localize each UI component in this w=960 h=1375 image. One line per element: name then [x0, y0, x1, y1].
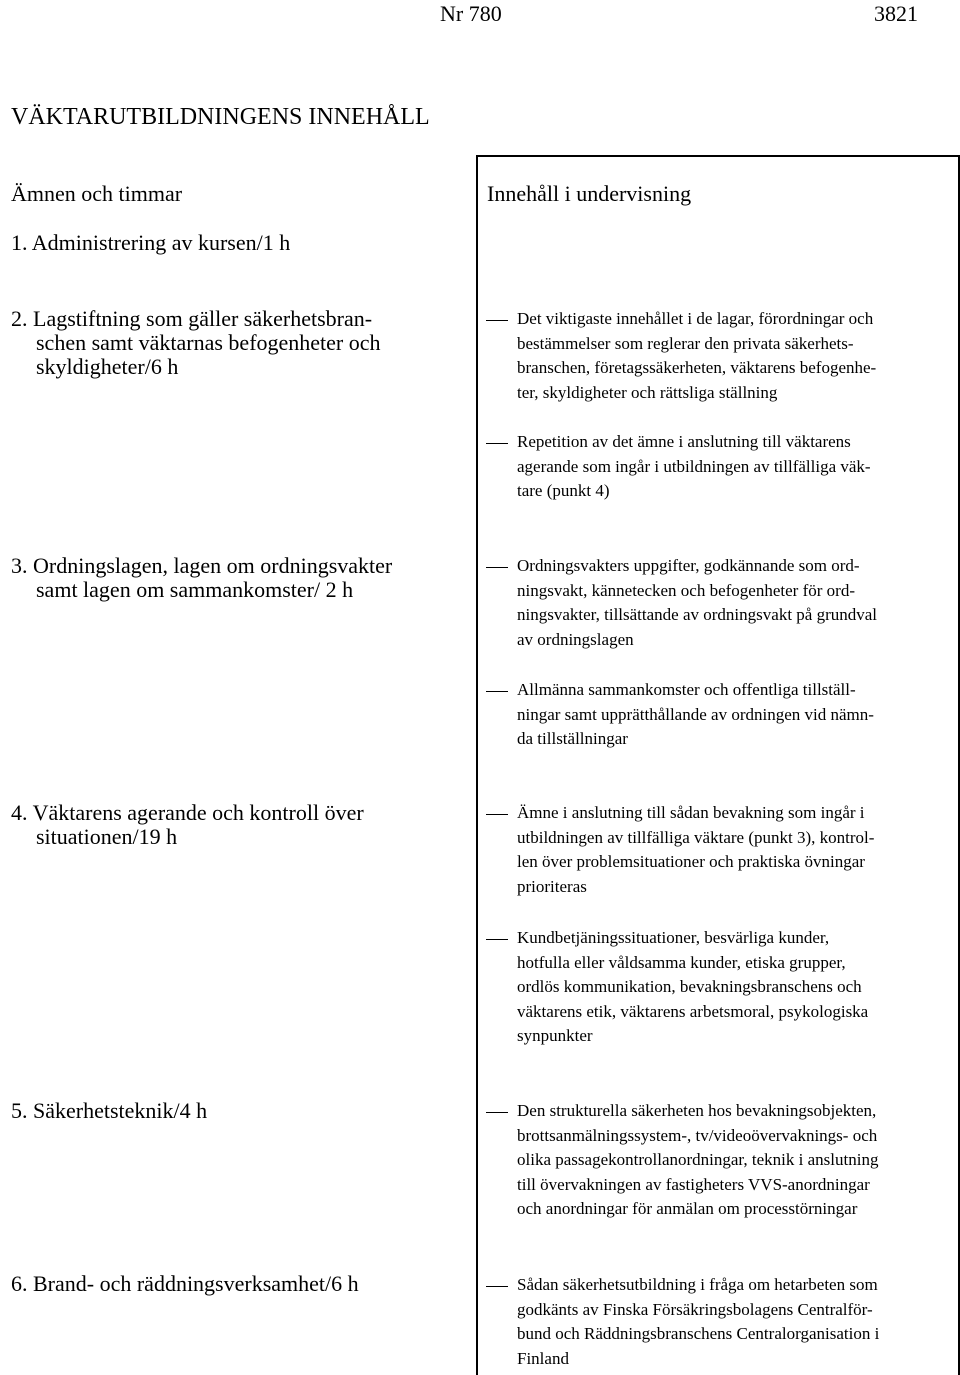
content-line: Allmänna sammankomster och offentliga tillställ- — [517, 680, 856, 699]
topic-line: samt lagen om sammankomster/ 2 h — [36, 577, 354, 602]
content-line: Sådan säkerhetsutbildning i fråga om hetarbeten som — [517, 1275, 878, 1294]
content-line: ningar samt upprätthållande av ordningen vid nämn- — [517, 704, 874, 724]
bullet-dash — [486, 443, 508, 444]
content-line: branschen, företagssäkerheten, väktarens befogenhe- — [517, 358, 877, 378]
topic-line: schen samt väktarnas befogenheter och — [36, 330, 381, 355]
content-line: olika passagekontrollanordningar, teknik i anslutning — [517, 1150, 879, 1170]
content-line: ordlös kommunikation, bevakningsbranschens och — [517, 977, 862, 997]
bullet-dash — [486, 1112, 508, 1113]
content-item — [517, 926, 868, 1049]
bullet-dash — [486, 814, 508, 815]
topic-line: 5. Säkerhetsteknik/4 h — [11, 1098, 208, 1123]
table-left-border — [476, 155, 478, 1375]
content-line: da tillställningar — [517, 729, 628, 749]
page-title: VÄKTARUTBILDNINGENS INNEHÅLL — [11, 104, 430, 130]
content-line: Ordningsvakters uppgifter, godkännande som ord- — [517, 556, 860, 575]
content-item — [517, 430, 871, 504]
content-line: synpunkter — [517, 1026, 593, 1046]
topic-line: 4. Väktarens agerande och kontroll över — [11, 800, 364, 825]
content-line: utbildningen av tillfälliga väktare (punkt 3), kontrol- — [517, 827, 875, 847]
content-line: Repetition av det ämne i anslutning till väktarens — [517, 432, 851, 451]
content-line: bestämmelser som reglerar den privata säkerhets- — [517, 333, 854, 353]
section-topic — [11, 801, 364, 849]
issue-number: Nr 780 — [440, 1, 502, 26]
bullet-dash — [486, 939, 508, 940]
content-line: Den strukturella säkerheten hos bevakningsobjekten, — [517, 1101, 877, 1120]
section-topic — [11, 307, 381, 379]
content-line: Det viktigaste innehållet i de lagar, förordningar och — [517, 309, 874, 328]
content-line: av ordningslagen — [517, 629, 634, 649]
bullet-dash — [486, 320, 508, 321]
content-line: tare (punkt 4) — [517, 481, 610, 501]
content-item — [517, 554, 877, 652]
content-line: bund och Räddningsbranschens Centralorganisation i — [517, 1324, 880, 1344]
content-line: Finland — [517, 1348, 569, 1368]
content-line: ningsvakter, tillsättande av ordningsvakt på grundval — [517, 605, 878, 625]
content-line: hotfulla eller våldsamma kunder, etiska grupper, — [517, 952, 846, 972]
section-topic — [11, 1272, 359, 1296]
topic-line: 1. Administrering av kursen/1 h — [11, 230, 291, 255]
content-line: Kundbetjäningssituationer, besvärliga kunder, — [517, 928, 830, 947]
content-line: väktarens etik, väktarens arbetsmoral, psykologiska — [517, 1001, 869, 1021]
topic-line: skyldigheter/6 h — [36, 354, 179, 379]
topic-line: situationen/19 h — [36, 824, 178, 849]
content-line: godkänts av Finska Försäkringsbolagens Centralför- — [517, 1299, 873, 1319]
content-line: Ämne i anslutning till sådan bevakning som ingår i — [517, 803, 865, 822]
section-topic — [11, 231, 290, 255]
content-item — [517, 678, 874, 752]
content-item — [517, 1273, 879, 1371]
page-number: 3821 — [874, 1, 918, 26]
content-line: agerande som ingår i utbildningen av tillfälliga väk- — [517, 456, 871, 476]
content-line: och anordningar för anmälan om processtörningar — [517, 1199, 858, 1219]
section-topic — [11, 1099, 207, 1123]
column-heading-topics: Ämnen och timmar — [11, 181, 183, 206]
topic-line: 2. Lagstiftning som gäller säkerhetsbran- — [11, 306, 373, 331]
table-top-border — [476, 155, 960, 157]
section-topic — [11, 554, 392, 602]
column-heading-content: Innehåll i undervisning — [487, 181, 692, 206]
content-item — [517, 307, 876, 405]
topic-line: 6. Brand- och räddningsverksamhet/6 h — [11, 1271, 359, 1296]
content-item — [517, 801, 874, 899]
bullet-dash — [486, 1286, 508, 1287]
content-item — [517, 1099, 878, 1222]
bullet-dash — [486, 567, 508, 568]
content-line: till övervakningen av fastigheters VVS-anordningar — [517, 1174, 870, 1194]
content-line: prioriteras — [517, 876, 587, 896]
content-line: len över problemsituationer och praktiska övningar — [517, 852, 865, 872]
topic-line: 3. Ordningslagen, lagen om ordningsvakter — [11, 553, 393, 578]
content-line: brottsanmälningssystem-, tv/videoövervaknings- och — [517, 1125, 878, 1145]
bullet-dash — [486, 691, 508, 692]
content-line: ter, skyldigheter och rättsliga ställning — [517, 382, 778, 402]
content-line: ningsvakt, kännetecken och befogenheter för ord- — [517, 580, 855, 600]
